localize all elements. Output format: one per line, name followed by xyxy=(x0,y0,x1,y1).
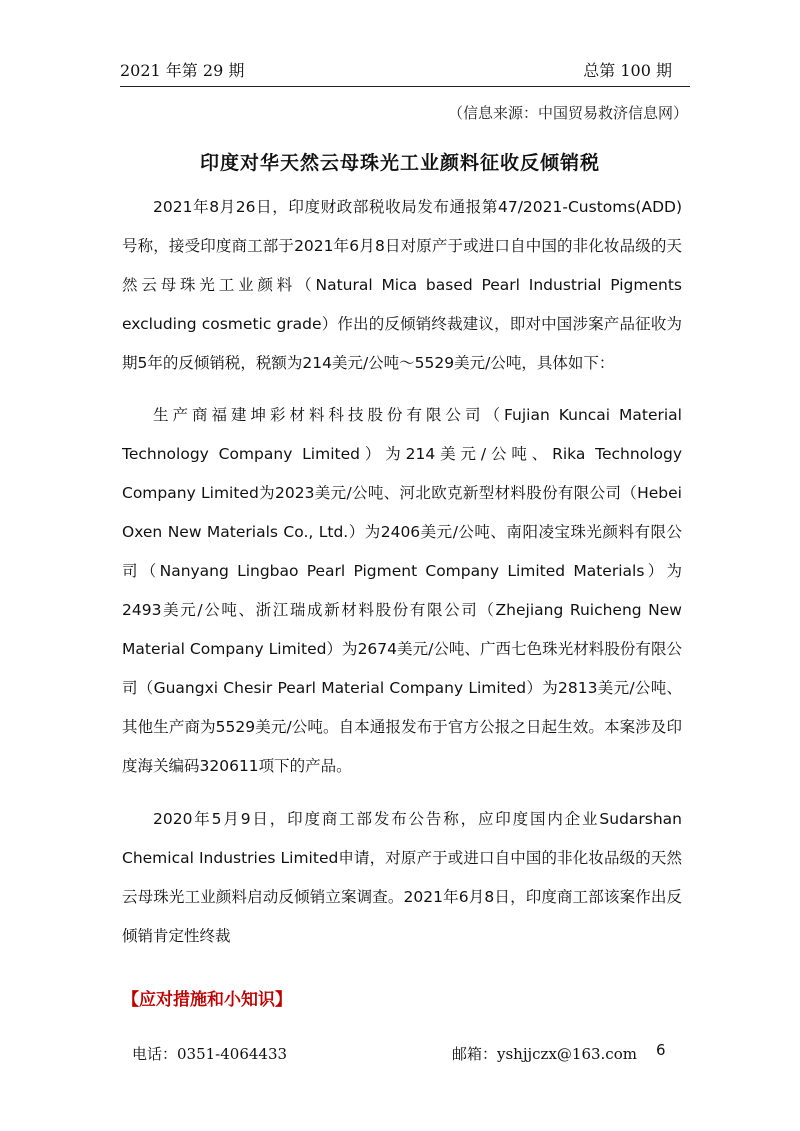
header-divider xyxy=(120,86,690,87)
article-title: 印度对华天然云母珠光工业颜料征收反倾销税 xyxy=(199,152,600,174)
paragraph: 2020年5月9日，印度商工部发布公告称，应印度国内企业Sudarshan Chemical Industries Limited申请，对原产于或进口自中国的非化妆品级的天然云母珠光工业颜料启动反倾销立案调查。2021年6月8日，印度商工部该案作出反倾销肯定性终裁 xyxy=(122,810,682,945)
section-heading: 【应对措施和小知识】 xyxy=(122,990,292,1010)
issue-number: 2021 年第 29 期 xyxy=(120,61,245,80)
footer-email[interactable]: 邮箱：yshjjczx@163.com xyxy=(452,1045,637,1063)
paragraph: 2021年8月26日，印度财政部税收局发布通报第47/2021-Customs(ADD)号称，接受印度商工部于2021年6月8日对原产于或进口自中国的非化妆品级的天然云母珠光工业颜料（Natural Mica based Pearl Industrial Pigments excluding cosmetic grade）作出的反倾销终裁建议，即对中国涉案产品征收为期5年的反倾销税，税额为214美元/公吨～5529美元/公吨，具体如下： xyxy=(122,198,682,372)
page-number: 6 xyxy=(656,1041,666,1059)
footer-phone: 电话：0351-4064433 xyxy=(132,1045,288,1063)
total-issue-number: 总第 100 期 xyxy=(583,61,672,80)
paragraph: 生产商福建坤彩材料科技股份有限公司（Fujian Kuncai Material Technology Company Limited）为214美元/公吨、Rika Technology Company Limited为2023美元/公吨、河北欧克新型材料股份有限公司（Hebei Oxen New Materials Co., Ltd.）为2406美元/公吨、南阳凌宝珠光颜料有限公司（Nanyang Lingbao Pearl Pigment Company Limited Materials）为2493美元/公吨、浙江瑞成新材料股份有限公司（Zhejiang Ruicheng New Material Company Limited）为2674美元/公吨、广西七色珠光材料股份有限公司（Guangxi Chesir Pearl Material Company Limited）为2813美元/公吨、其他生产商为5529美元/公吨。自本通报发布于官方公报之日起生效。本案涉及印度海关编码320611项下的产品。 xyxy=(122,406,682,775)
page-header xyxy=(120,58,690,82)
info-source: （信息来源：中国贸易救济信息网） xyxy=(447,104,688,122)
